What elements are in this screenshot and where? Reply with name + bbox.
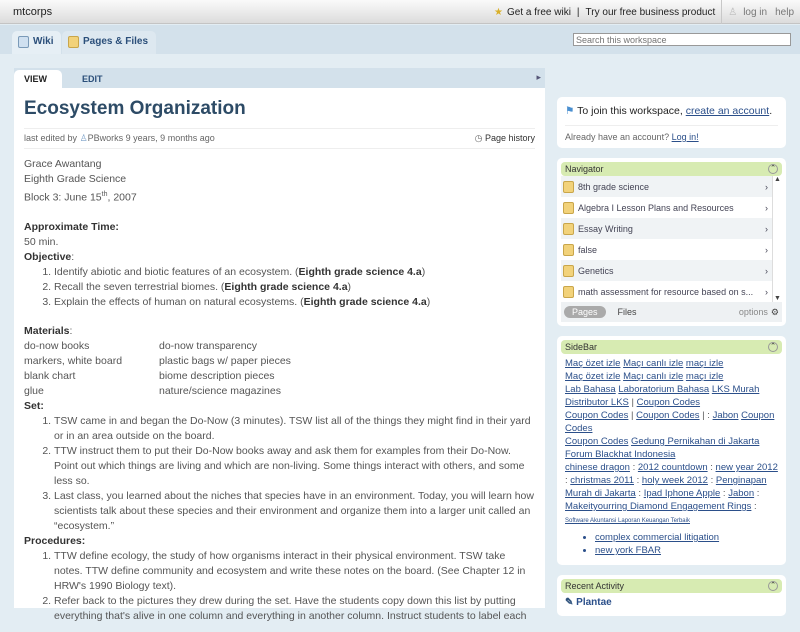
- folder-icon: [68, 36, 79, 48]
- navigator-item-label: 8th grade science: [578, 181, 650, 192]
- editor-link[interactable]: PBworks: [87, 133, 124, 143]
- user-icon: ♙: [79, 133, 88, 143]
- sidebar-bullet-link[interactable]: • complex commercial litigation: [595, 531, 782, 544]
- sidebar-link[interactable]: Lab Bahasa: [565, 384, 616, 395]
- course: Eighth Grade Science: [24, 173, 127, 185]
- date: Block 3: June 15th, 2007: [24, 191, 137, 204]
- tab-view[interactable]: VIEW: [14, 70, 62, 88]
- separator: :: [635, 488, 644, 499]
- heading-procedures: Procedures:: [24, 534, 86, 547]
- page-icon: ✎: [565, 597, 574, 608]
- tab-pages-files[interactable]: [62, 31, 156, 54]
- sidebar-link[interactable]: christmas 2011: [570, 475, 634, 486]
- sidebar-box: [557, 336, 786, 565]
- try-business-link[interactable]: Try our free business product: [585, 6, 716, 18]
- tab-label: Wiki: [33, 36, 54, 47]
- user-icon: ♙: [728, 6, 738, 18]
- sidebar-link[interactable]: new year 2012: [715, 462, 778, 473]
- navigator-item[interactable]: [561, 281, 772, 302]
- sidebar-title: SideBar: [565, 342, 598, 352]
- heading-time: Approximate Time:: [24, 220, 119, 233]
- sidebar-link[interactable]: Jabon: [712, 410, 739, 421]
- files-toggle[interactable]: Files: [617, 307, 637, 317]
- list-item: 2. Refer back to the pictures they drew during the set. Have the students copy down this list by putting everything that's alive in one column and everything in another column. Instruct students to label each: [54, 594, 535, 624]
- objective-item: 1. Identify abiotic and biotic features of an ecosystem. (Eighth grade science 4.a): [54, 265, 535, 280]
- flag-icon: ⚑: [565, 105, 575, 117]
- recent-item[interactable]: Plantae: [576, 597, 612, 608]
- navigator-item-label: Algebra I Lesson Plans and Resources: [578, 202, 734, 213]
- navigator-item[interactable]: [561, 218, 772, 239]
- clock-icon: ◷: [474, 133, 483, 143]
- objectives-list: [54, 265, 535, 310]
- folder-icon: [563, 181, 574, 193]
- material-row: markers, white board plastic bags w/ paper pieces: [24, 354, 291, 367]
- divider: [721, 0, 722, 24]
- sidebar-link[interactable]: Jabon: [728, 488, 755, 499]
- collapse-icon[interactable]: ⌃: [768, 581, 778, 591]
- separator: :: [720, 488, 729, 499]
- sidebar-link[interactable]: Software Akuntansi Laporan Keuangan Terbaik: [565, 518, 690, 524]
- help-link[interactable]: help: [775, 6, 794, 18]
- chevron-right-icon[interactable]: ›: [765, 286, 768, 297]
- page-title: Ecosystem Organization: [24, 98, 246, 119]
- navigator-item-label: Essay Writing: [578, 223, 633, 234]
- wiki-icon: [18, 36, 29, 48]
- sidebar-link[interactable]: Gedung Pernikahan di Jakarta: [631, 436, 760, 447]
- sidebar-bullets: [595, 531, 782, 561]
- navigator-item-label: Genetics: [578, 265, 614, 276]
- create-account-link[interactable]: create an account: [685, 105, 770, 117]
- separator: :: [751, 501, 757, 512]
- sidebar-link[interactable]: maçı izle: [685, 371, 724, 382]
- tab-wiki[interactable]: [12, 31, 61, 54]
- heading-materials: Materials: [24, 324, 70, 337]
- list-item: 1. TTW define ecology, the study of how organisms interact in their physical environment. TSW take notes. TTW define community and ecosystem and write these notes on the board. (See Chapter 12 in HRW's 1990 Biology text).: [54, 549, 535, 594]
- gear-icon[interactable]: ⚙: [770, 306, 779, 317]
- sidebar-bullet-link[interactable]: • new york FBAR: [595, 544, 782, 557]
- page-history-button[interactable]: [475, 133, 535, 144]
- recent-activity-box: [557, 575, 786, 616]
- collapse-icon[interactable]: ⌃: [768, 342, 778, 352]
- sidebar-link[interactable]: holy week 2012: [641, 475, 708, 486]
- sidebar-link[interactable]: Coupon Codes: [565, 410, 629, 421]
- page-meta: [24, 128, 535, 149]
- search-input[interactable]: [573, 33, 791, 46]
- separator: :: [707, 475, 716, 486]
- login-link[interactable]: log in: [743, 6, 768, 18]
- sidebar-link[interactable]: Penginapan Murah di Jakarta: [565, 475, 767, 499]
- objective-item: 2. Recall the seven terrestrial biomes. (Eighth grade science 4.a): [54, 280, 535, 295]
- chevron-right-icon[interactable]: ›: [765, 202, 768, 213]
- divider: |: [576, 6, 580, 18]
- sidebar-link[interactable]: Maçı canlı izle: [623, 371, 684, 382]
- options-link[interactable]: options: [738, 307, 768, 317]
- folder-icon: [563, 244, 574, 256]
- wiki-badge-icon: ★: [494, 6, 503, 18]
- sidebar-link[interactable]: Coupon Codes: [636, 410, 700, 421]
- navigator-item[interactable]: [561, 260, 772, 281]
- sidebar-link[interactable]: Makeityourring Diamond Engagement Rings: [565, 501, 752, 512]
- heading-set: Set:: [24, 399, 44, 412]
- list-item: 1. TSW came in and began the Do-Now (3 minutes). TSW list all of the things they might find in their yard or in an area outside on the board.: [54, 414, 535, 444]
- separator: | :: [699, 410, 713, 421]
- set-list: [54, 414, 535, 534]
- sidebar-link[interactable]: Ipad Iphone Apple: [643, 488, 721, 499]
- time-value: 50 min.: [24, 235, 59, 248]
- chevron-right-icon[interactable]: ›: [765, 181, 768, 192]
- sidebar-link[interactable]: Laboratorium Bahasa: [618, 384, 710, 395]
- sidebar-link[interactable]: maçı izle: [685, 358, 724, 369]
- folder-icon: [563, 202, 574, 214]
- sidebar-link[interactable]: chinese dragon: [565, 462, 630, 473]
- workspace-name[interactable]: mtcorps: [13, 6, 53, 18]
- separator: :: [634, 475, 642, 486]
- sidebar-link[interactable]: 2012 countdown: [637, 462, 708, 473]
- get-free-wiki-link[interactable]: Get a free wiki: [507, 6, 571, 18]
- separator: :: [754, 488, 760, 499]
- chevron-right-icon[interactable]: ›: [765, 244, 768, 255]
- navigator-item-label: false: [578, 244, 598, 255]
- folder-icon: [563, 265, 574, 277]
- material-row: blank chart biome description pieces: [24, 369, 275, 382]
- procedures-list: [54, 549, 535, 624]
- page-body: Grace Awantang Eighth Grade Science Block 3: June 15th, 2007 Approximate Time: 50 min. Objective: 1. Identify abiotic and biotic features of an ecosystem. (Eighth grade science 4.a) 2. Recall the seven terrestrial biomes. (Eighth grade science 4.a) 3. Explain the effects of human on natural ecosystems. (Eighth grade science 4.a) Materials: do-now books do-now transparency markers, white board plastic bags w/ paper pieces blank chart biome description pieces glue nature/science magazines Set: 1. TSW came in and began the Do-Now (3 minutes). TSW list all of the things they might find in their yard or in an area outside on the board. 2. TTW instruct them to put their Do-Now books away and ask them for examples from their Do-Now. Point out which things are living and which are non-living. Some things interact with others, and some less so. 3. Last class, you learned about the niches that species have in an environment. Today, you will learn how scientists talk about these species and their environment and organize them into a larger unit called an “ecosystem.” Procedures: 1. TTW define ecology, the study of how organisms interact in their physical environment. TSW take notes. TTW define community and ecosystem and write these notes on the board. (See Chapter 12 in HRW's 1990 Biology text). 2. Refer back to the pictures they drew during the set. Have the students copy down this list by putting everything that's alive in one column and everything in another column. Instruct students to label each: [24, 157, 535, 624]
- list-item: 3. Last class, you learned about the niches that species have in an environment. Today, you will learn how scientists talk about these species and their environment and organize them into a larger unit called an “ecosystem.”: [54, 489, 535, 534]
- sidebar-link[interactable]: Forum Blackhat Indonesia: [565, 449, 676, 460]
- navigator-title: Navigator: [565, 164, 604, 174]
- sidebar-link[interactable]: Coupon Codes: [565, 436, 629, 447]
- material-row: do-now books do-now transparency: [24, 339, 258, 352]
- sidebar-link[interactable]: Maçı canlı izle: [623, 358, 684, 369]
- sidebar-link[interactable]: Coupon Codes: [565, 410, 775, 434]
- top-bar: [0, 0, 800, 24]
- sidebar-content: [561, 354, 782, 531]
- folder-icon: [563, 286, 574, 298]
- separator: :: [565, 475, 571, 486]
- chevron-right-icon[interactable]: ›: [765, 223, 768, 234]
- tab-edit[interactable]: EDIT: [82, 74, 103, 84]
- tab-label: Pages & Files: [83, 36, 149, 47]
- chevron-right-icon[interactable]: ▸: [536, 72, 541, 82]
- navigator-item[interactable]: [561, 176, 772, 197]
- navigator-item[interactable]: [561, 239, 772, 260]
- meta-label: last edited by: [24, 133, 78, 143]
- recent-title: Recent Activity: [565, 581, 625, 591]
- separator: :: [629, 462, 638, 473]
- page-history-label: Page history: [484, 133, 535, 143]
- have-account-text: Already have an account?: [565, 132, 670, 142]
- materials-list: [24, 339, 535, 399]
- heading-objective: Objective: [24, 250, 72, 263]
- pages-toggle[interactable]: Pages: [564, 306, 606, 318]
- navigator-list: [561, 176, 772, 302]
- navigator-box: [557, 158, 786, 326]
- sidebar-link[interactable]: LKS Murah: [711, 384, 760, 395]
- sidebar-link[interactable]: Maç özet izle: [565, 358, 621, 369]
- separator: |: [628, 397, 637, 408]
- edited-time: 9 years, 9 months ago: [125, 133, 215, 143]
- sidebar-link[interactable]: Distributor LKS: [565, 397, 629, 408]
- separator: :: [707, 462, 716, 473]
- folder-icon: [563, 223, 574, 235]
- navigator-item-label: math assessment for resource based on s...: [578, 286, 754, 297]
- page-panel: [14, 68, 545, 622]
- material-row: glue nature/science magazines: [24, 384, 281, 397]
- chevron-right-icon[interactable]: ›: [765, 265, 768, 276]
- login-link[interactable]: Log in!: [671, 132, 699, 142]
- list-item: 2. TTW instruct them to put their Do-Now books away and ask them for examples from their Do-Now. Point out which things are living and which are non-living. Some things interact with others, and some less so.: [54, 444, 535, 489]
- sidebar-link[interactable]: Coupon Codes: [636, 397, 701, 408]
- sidebar-link[interactable]: Maç özet izle: [565, 371, 621, 382]
- scrollbar[interactable]: ▲ ▼: [772, 176, 782, 302]
- separator: |: [628, 410, 637, 421]
- navigator-item[interactable]: [561, 197, 772, 218]
- join-box: ⚑ To join this workspace, create an account. Already have an account? Log in!: [557, 97, 786, 148]
- collapse-icon[interactable]: ⌃: [768, 164, 778, 174]
- author: Grace Awantang: [24, 158, 102, 170]
- objective-item: 3. Explain the effects of human on natural ecosystems. (Eighth grade science 4.a): [54, 295, 535, 310]
